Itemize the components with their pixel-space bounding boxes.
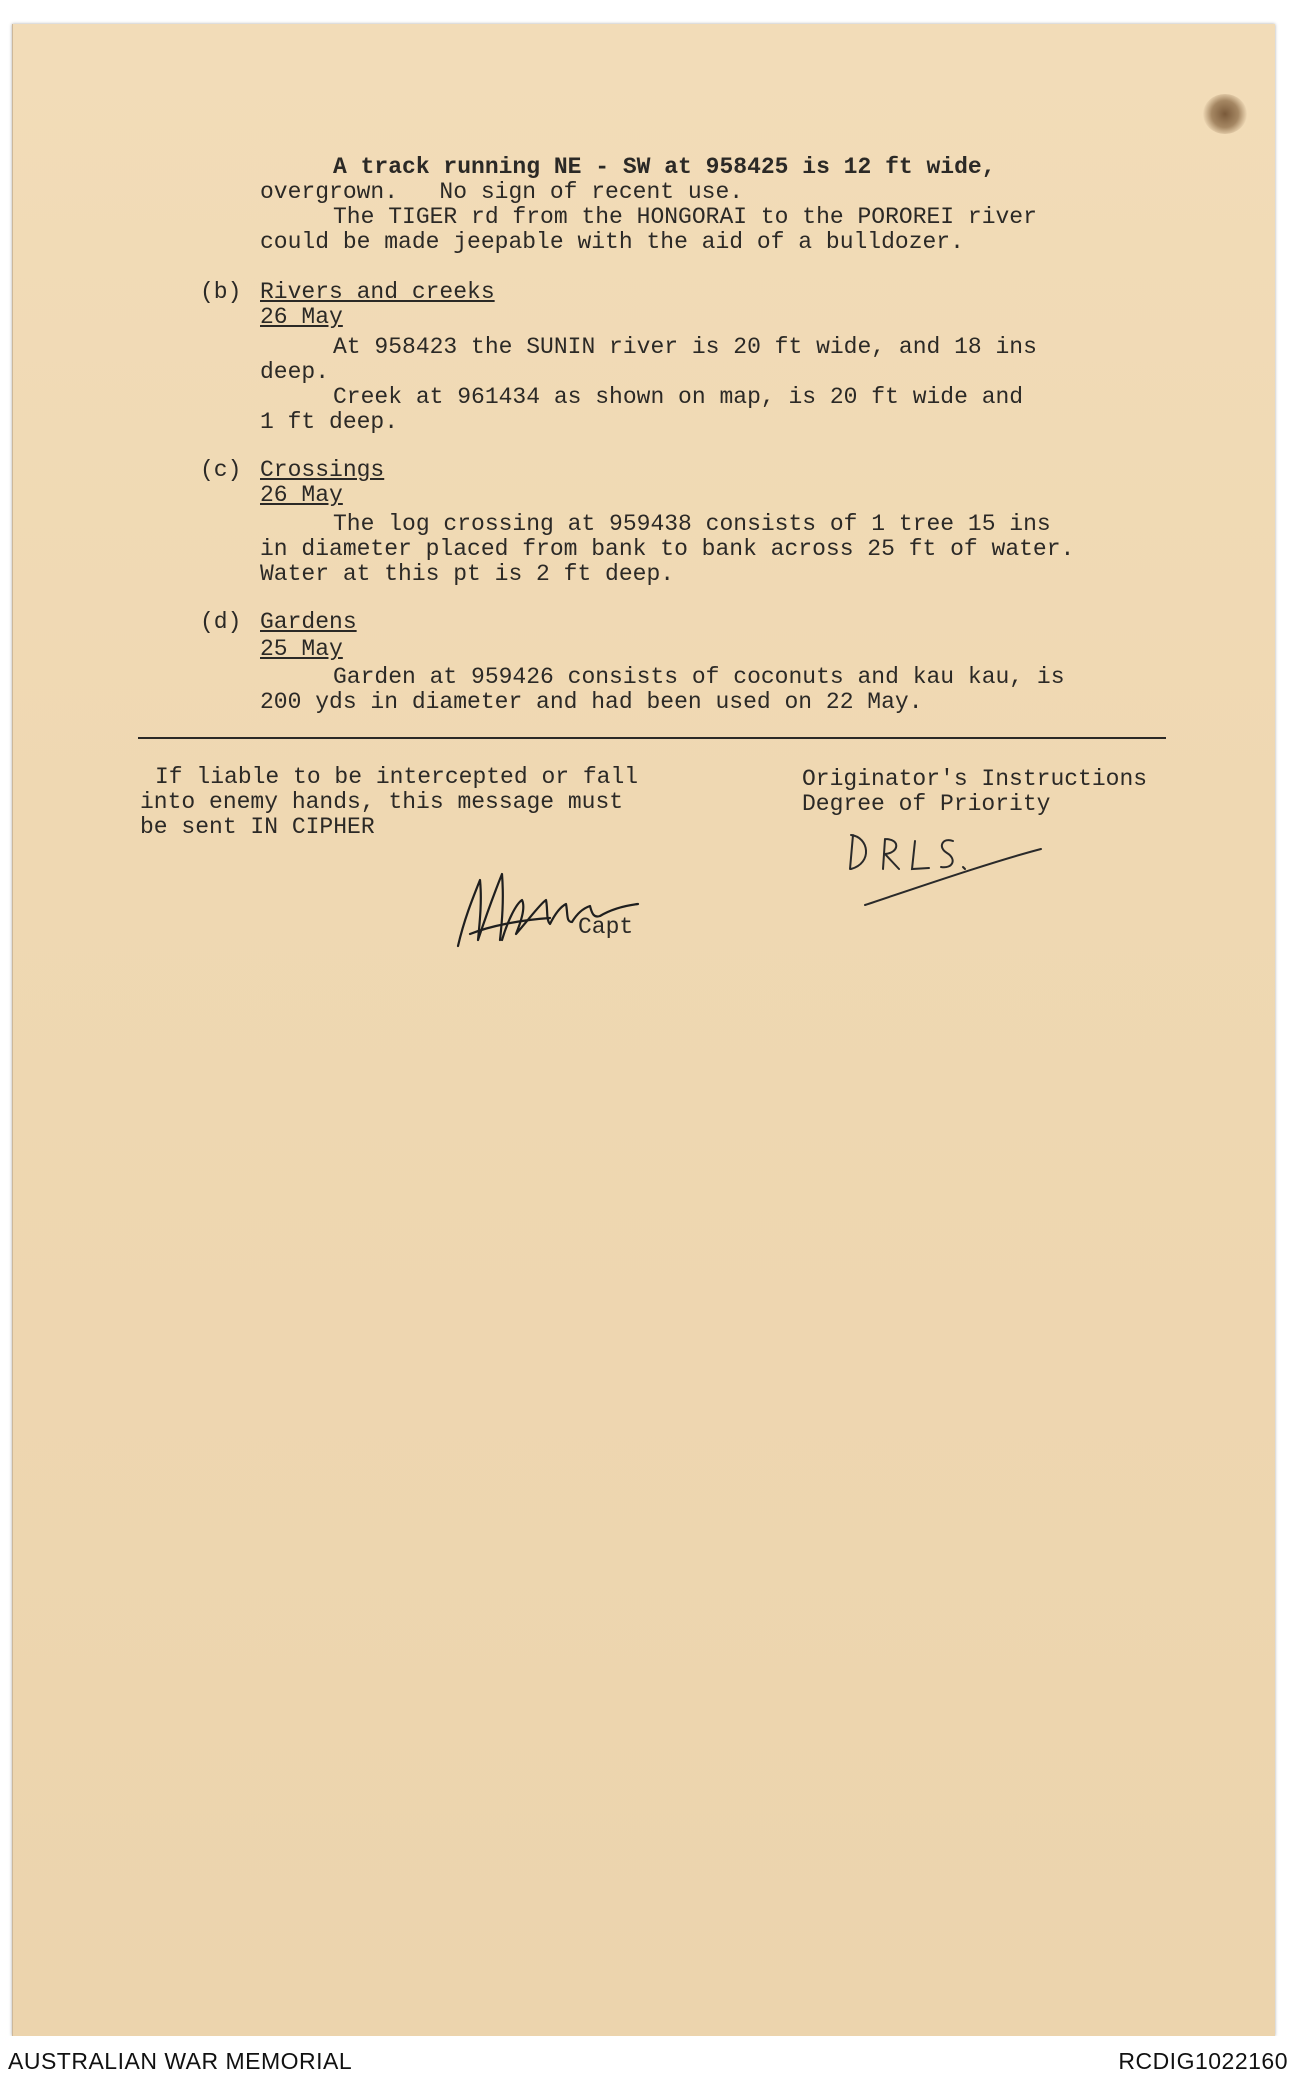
- archive-name: AUSTRALIAN WAR MEMORIAL: [8, 2048, 353, 2074]
- section-b-line-2: deep.: [260, 359, 330, 385]
- section-b-line-4: 1 ft deep.: [260, 409, 399, 435]
- section-b-heading: Rivers and creeks: [260, 279, 495, 305]
- section-c-line-3: Water at this pt is 2 ft deep.: [260, 561, 675, 587]
- paper-stain: [1203, 94, 1247, 134]
- body-line-2: overgrown. No sign of recent use.: [260, 179, 744, 205]
- section-d-line-2: 200 yds in diameter and had been used on 22 May.: [260, 689, 923, 715]
- signature-rank: Capt: [578, 914, 634, 940]
- divider-line: [138, 737, 1166, 739]
- priority-handwriting: [845, 825, 1055, 910]
- archive-footer: [0, 2036, 1300, 2082]
- section-b-line-3: Creek at 961434 as shown on map, is 20 ft wide and: [333, 384, 1024, 410]
- cipher-note-line-1: If liable to be intercepted or fall: [155, 764, 639, 790]
- body-line-1: A track running NE - SW at 958425 is 12 ft wide,: [333, 154, 996, 180]
- section-d-date: 25 May: [260, 636, 343, 662]
- cipher-note-line-2: into enemy hands, this message must: [140, 789, 624, 815]
- section-c-line-2: in diameter placed from bank to bank across 25 ft of water.: [260, 536, 1075, 562]
- originator-instructions-label: Originator's Instructions: [802, 766, 1148, 792]
- section-c-line-1: The log crossing at 959438 consists of 1 tree 15 ins: [333, 511, 1051, 537]
- section-b-date: 26 May: [260, 304, 343, 330]
- section-c-heading: Crossings: [260, 457, 385, 483]
- cipher-note-line-3: be sent IN CIPHER: [140, 814, 375, 840]
- section-d-heading: Gardens: [260, 609, 357, 635]
- section-b-line-1: At 958423 the SUNIN river is 20 ft wide, and 18 ins: [333, 334, 1037, 360]
- section-d-label: (d): [200, 609, 242, 635]
- priority-label: Degree of Priority: [802, 791, 1051, 817]
- archive-id: RCDIG1022160: [1118, 2048, 1288, 2074]
- body-line-3: The TIGER rd from the HONGORAI to the POROREI river: [333, 204, 1037, 230]
- section-c-label: (c): [200, 457, 242, 483]
- document-page: [12, 24, 1275, 2036]
- body-line-4: could be made jeepable with the aid of a bulldozer.: [260, 229, 964, 255]
- section-b-label: (b): [200, 279, 242, 305]
- section-c-date: 26 May: [260, 482, 343, 508]
- section-d-line-1: Garden at 959426 consists of coconuts and kau kau, is: [333, 664, 1065, 690]
